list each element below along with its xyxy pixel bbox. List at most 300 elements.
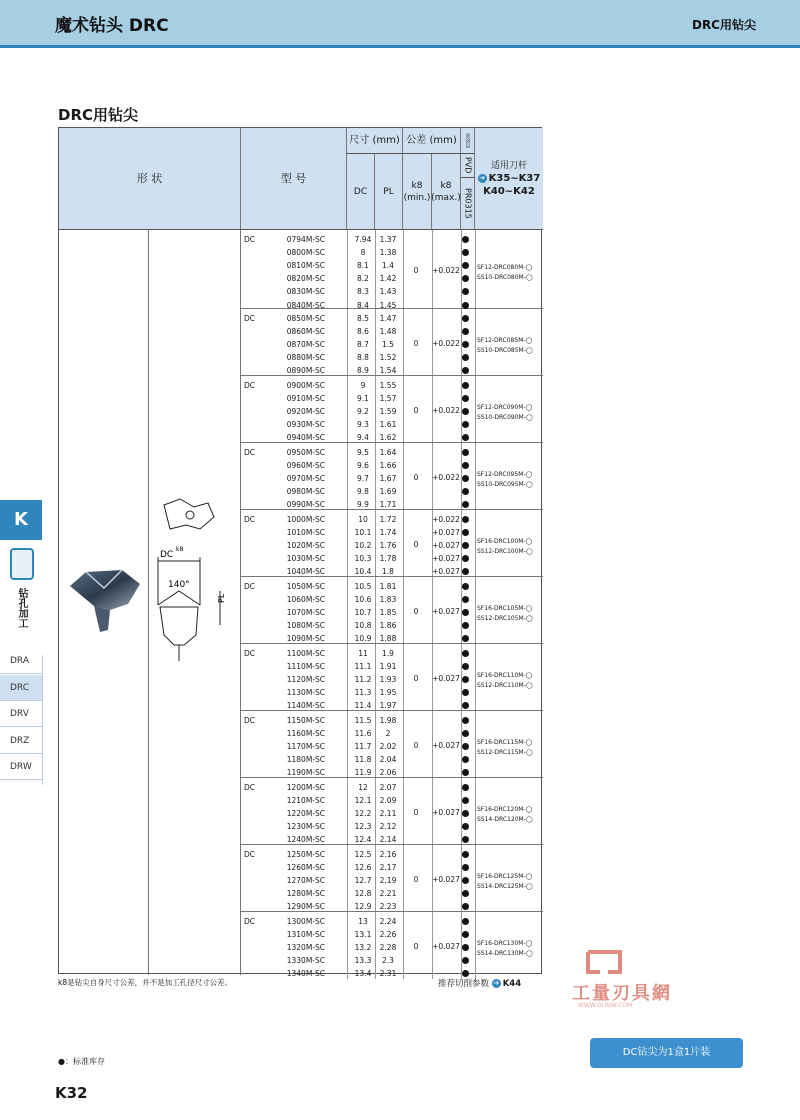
stock-dot-icon [462, 864, 469, 871]
tool-holder-item: SS10-DRC080M-◯ [477, 274, 533, 282]
k8-max-value: +0.022 [432, 266, 460, 276]
model-code: 0990M-SC [286, 500, 325, 510]
model-code: 0980M-SC [286, 487, 325, 497]
pl-value: 2.26 [379, 930, 397, 940]
stock-dot-icon [462, 434, 469, 441]
stock-dot-icon [462, 717, 469, 724]
table-row [241, 379, 543, 392]
tool-holder-item: SF16-DRC110M-◯ [477, 671, 533, 679]
dc-value: 11.3 [354, 688, 372, 698]
pl-value: 1.52 [379, 353, 397, 363]
tool-holder-list [475, 470, 543, 490]
stock-dot-icon [462, 302, 469, 309]
tool-holder-item: SF12-DRC095M-◯ [477, 470, 533, 478]
stock-dot-icon [462, 944, 469, 951]
stock-dot-icon [462, 382, 469, 389]
pl-value: 2.3 [382, 956, 394, 966]
dc-prefix: DC [244, 235, 256, 244]
pl-value: 1.81 [379, 582, 397, 591]
model-code: 1030M-SC [286, 554, 325, 564]
drawing-dc-label: DC [160, 550, 174, 560]
dc-value: 13.2 [354, 943, 372, 953]
stock-dot-icon [462, 408, 469, 415]
model-code: 0800M-SC [286, 248, 325, 258]
header-tool-holder: 适用刀杆 ➔ K35~K37 K40~K42 [475, 128, 543, 230]
pl-value: 1.43 [379, 287, 397, 297]
header-dc: DC [347, 154, 375, 230]
model-code: 1010M-SC [286, 528, 325, 538]
model-code: 1340M-SC [286, 969, 325, 979]
stock-dot-icon [462, 918, 469, 925]
model-code: 1170M-SC [286, 742, 325, 752]
pl-value: 1.78 [379, 554, 397, 564]
stock-dot-icon [462, 488, 469, 495]
pl-value: 2.02 [379, 742, 397, 752]
model-code: 0910M-SC [286, 394, 325, 404]
table-row [241, 915, 543, 928]
pl-value: 1.72 [379, 515, 397, 524]
model-code: 1080M-SC [286, 621, 325, 631]
model-code: 0830M-SC [286, 287, 325, 297]
watermark-url: WWW.GLRJW.COM [578, 1002, 633, 1009]
stock-dot-icon [462, 689, 469, 696]
tool-holder-list [475, 805, 543, 825]
pl-value: 1.71 [379, 500, 397, 510]
dc-value: 10.8 [354, 621, 372, 631]
model-code: 0970M-SC [286, 474, 325, 484]
tool-holder-item: SF16-DRC120M-◯ [477, 805, 533, 813]
product-table [58, 127, 542, 979]
dc-value: 12.5 [354, 850, 372, 859]
pl-value: 1.74 [379, 528, 397, 538]
model-code: 1000M-SC [286, 515, 325, 524]
stock-dot-icon [462, 769, 469, 776]
dc-value: 11.5 [354, 716, 372, 725]
tool-holder-item: SS12-DRC100M-◯ [477, 547, 533, 555]
dc-prefix: DC [244, 783, 256, 792]
table-row [241, 848, 543, 861]
k8-max-value: +0.027 [432, 541, 460, 551]
tool-holder-item: SS10-DRC090M-◯ [477, 413, 533, 421]
pl-value: 2.23 [379, 902, 397, 912]
model-group [241, 778, 543, 845]
dc-value: 11.9 [354, 768, 372, 778]
model-code: 1200M-SC [286, 783, 325, 792]
table-row [241, 513, 543, 526]
pl-value: 1.62 [379, 433, 397, 443]
dc-value: 12.2 [354, 809, 372, 819]
table-row [241, 446, 543, 459]
tool-holder-item: SF16-DRC130M-◯ [477, 939, 533, 947]
model-code: 0794M-SC [286, 235, 325, 244]
stock-legend: ●：标准库存 [58, 1057, 105, 1066]
stock-dot-icon [462, 288, 469, 295]
sidebar-item-drw[interactable]: DRW [0, 754, 42, 780]
stock-dot-icon [462, 784, 469, 791]
table-row [241, 246, 543, 259]
stock-dot-icon [462, 903, 469, 910]
dc-value: 10.2 [354, 541, 372, 551]
dc-value: 12 [358, 783, 368, 792]
pl-value: 2.16 [379, 850, 397, 859]
dc-value: 9.1 [357, 394, 369, 404]
dc-value: 10.6 [354, 595, 372, 605]
pl-value: 1.69 [379, 487, 397, 497]
pl-value: 1.83 [379, 595, 397, 605]
page-number: K32 [55, 1084, 88, 1102]
pl-value: 1.8 [382, 567, 394, 577]
model-code: 0850M-SC [286, 314, 325, 323]
dc-value: 9.6 [357, 461, 369, 471]
k8-max-value: +0.027 [432, 606, 460, 616]
tool-holder-list [475, 263, 543, 283]
stock-dot-icon [462, 730, 469, 737]
dc-value: 8 [360, 248, 366, 258]
model-code: 1330M-SC [286, 956, 325, 966]
tool-holder-item: SS14-DRC125M-◯ [477, 882, 533, 890]
model-code: 1100M-SC [286, 649, 325, 658]
dc-value: 8.1 [357, 261, 369, 271]
pl-value: 2 [385, 729, 391, 739]
model-group [241, 912, 543, 979]
stock-dot-icon [462, 890, 469, 897]
cutting-params-note[interactable]: 推荐切削参数 ➔ K44 [438, 979, 522, 989]
k8-min-value: 0 [413, 673, 419, 683]
dc-value: 10.7 [354, 608, 372, 618]
model-group [241, 443, 543, 510]
stock-dot-icon [462, 583, 469, 590]
dc-value: 8.2 [357, 274, 369, 284]
model-code: 1250M-SC [286, 850, 325, 859]
drill-tip-photo [66, 566, 144, 638]
k8-min-value: 0 [413, 266, 419, 276]
dc-value: 11.8 [354, 755, 372, 765]
pl-value: 2.19 [379, 876, 397, 886]
model-code: 1260M-SC [286, 863, 325, 873]
tool-holder-item: SF16-DRC125M-◯ [477, 872, 533, 880]
dc-value: 7.94 [354, 235, 372, 244]
model-code: 1190M-SC [286, 768, 325, 778]
model-code: 0900M-SC [286, 381, 325, 390]
model-code: 1040M-SC [286, 567, 325, 577]
tool-holder-list [475, 604, 543, 624]
tool-holder-list [475, 738, 543, 758]
stock-dot-icon [462, 462, 469, 469]
dc-value: 11 [358, 649, 368, 658]
stock-dot-icon [462, 341, 469, 348]
sidebar-letter[interactable]: K [0, 500, 42, 540]
table-row [241, 781, 543, 794]
model-code: 1180M-SC [286, 755, 325, 765]
model-code: 0880M-SC [286, 353, 325, 363]
tool-holder-list [475, 403, 543, 423]
model-code: 1300M-SC [286, 917, 325, 926]
model-code: 1210M-SC [286, 796, 325, 806]
k8-min-value: 0 [413, 807, 419, 817]
tool-holder-list [475, 537, 543, 557]
stock-dot-icon [462, 421, 469, 428]
stock-dot-icon [462, 555, 469, 562]
sidebar-item-drz[interactable]: DRZ [0, 728, 42, 754]
dc-value: 9.4 [357, 433, 369, 443]
stock-dot-icon [462, 676, 469, 683]
stock-dot-icon [462, 622, 469, 629]
model-code: 1220M-SC [286, 809, 325, 819]
k8-max-value: +0.027 [432, 807, 460, 817]
tool-holder-item: SF16-DRC115M-◯ [477, 738, 533, 746]
model-code: 0820M-SC [286, 274, 325, 284]
pl-value: 1.98 [379, 716, 397, 725]
model-code: 1280M-SC [286, 889, 325, 899]
pl-value: 1.59 [379, 407, 397, 417]
pl-value: 1.4 [382, 261, 394, 271]
pl-value: 2.14 [379, 835, 397, 845]
tool-holder-list [475, 671, 543, 691]
stock-dot-icon [462, 877, 469, 884]
pl-value: 1.42 [379, 274, 397, 284]
dc-value: 13.4 [354, 969, 372, 979]
pl-value: 2.31 [379, 969, 397, 979]
dc-value: 11.1 [354, 662, 372, 672]
drill-icon [10, 548, 34, 580]
model-code: 1240M-SC [286, 835, 325, 845]
model-code: 1110M-SC [286, 662, 325, 672]
tool-holder-item: SS14-DRC130M-◯ [477, 949, 533, 957]
dc-value: 12.7 [354, 876, 372, 886]
dc-prefix: DC [244, 649, 256, 658]
model-group [241, 711, 543, 778]
dc-prefix: DC [244, 582, 256, 591]
model-code: 1090M-SC [286, 634, 325, 644]
model-group [241, 577, 543, 644]
model-code: 1130M-SC [286, 688, 325, 698]
pl-value: 1.67 [379, 474, 397, 484]
stock-dot-icon [462, 354, 469, 361]
pl-value: 1.48 [379, 327, 397, 337]
model-code: 0860M-SC [286, 327, 325, 337]
k8-max-value: +0.027 [432, 941, 460, 951]
stock-dot-icon [462, 328, 469, 335]
pl-value: 1.9 [382, 649, 394, 658]
k8-min-value: 0 [413, 740, 419, 750]
stock-dot-icon [462, 810, 469, 817]
tool-holder-item: SS10-DRC095M-◯ [477, 480, 533, 488]
pl-value: 2.04 [379, 755, 397, 765]
header-shape: 形 状 [59, 128, 241, 230]
dc-value: 10.1 [354, 528, 372, 538]
model-group [241, 376, 543, 443]
stock-dot-icon [462, 516, 469, 523]
header-title: 魔术钻头 DRC [55, 16, 169, 36]
package-info-button[interactable]: DC钻尖为1盒1片装 [590, 1038, 743, 1068]
pl-value: 2.21 [379, 889, 397, 899]
stock-dot-icon [462, 236, 469, 243]
model-code: 1050M-SC [286, 582, 325, 591]
sidebar-divider [42, 655, 43, 785]
k8-max-value: +0.022 [432, 515, 460, 524]
pl-value: 2.24 [379, 917, 397, 926]
stock-dot-icon [462, 609, 469, 616]
model-code: 0810M-SC [286, 261, 325, 271]
table-row [241, 312, 543, 325]
tool-holder-item: SS10-DRC085M-◯ [477, 346, 533, 354]
dc-value: 9.3 [357, 420, 369, 430]
stock-dot-icon [462, 702, 469, 709]
dc-value: 8.3 [357, 287, 369, 297]
tool-holder-item: SS12-DRC110M-◯ [477, 681, 533, 689]
stock-dot-icon [462, 367, 469, 374]
table-row [241, 285, 543, 298]
tool-holder-item: SF16-DRC100M-◯ [477, 537, 533, 545]
arrow-icon: ➔ [479, 173, 486, 182]
model-code: 0870M-SC [286, 340, 325, 350]
model-group [241, 510, 543, 577]
drill-tip-drawing [150, 495, 236, 665]
pl-value: 1.95 [379, 688, 397, 698]
dc-value: 8.4 [357, 300, 369, 310]
pl-value: 1.85 [379, 608, 397, 618]
dc-value: 11.6 [354, 729, 372, 739]
k8-max-value: +0.022 [432, 338, 460, 348]
model-code: 1160M-SC [286, 729, 325, 739]
model-code: 1120M-SC [286, 675, 325, 685]
sidebar-item-dra[interactable]: DRA [0, 648, 42, 674]
stock-dot-icon [462, 275, 469, 282]
stock-dot-icon [462, 596, 469, 603]
stock-dot-icon [462, 797, 469, 804]
k8-min-value: 0 [413, 472, 419, 482]
table-row [241, 714, 543, 727]
model-group [241, 230, 543, 309]
stock-dot-icon [462, 262, 469, 269]
stock-dot-icon [462, 315, 469, 322]
pl-value: 1.47 [379, 314, 397, 323]
model-code: 0890M-SC [286, 366, 325, 376]
pl-value: 1.54 [379, 366, 397, 376]
dc-prefix: DC [244, 850, 256, 859]
stock-dot-icon [462, 395, 469, 402]
header-section-label: DRC用钻尖 [691, 18, 756, 32]
pl-value: 1.61 [379, 420, 397, 430]
dc-value: 9.7 [357, 474, 369, 484]
dc-value: 11.2 [354, 675, 372, 685]
model-code: 1230M-SC [286, 822, 325, 832]
model-code: 1020M-SC [286, 541, 325, 551]
pl-value: 2.09 [379, 796, 397, 806]
pl-value: 1.57 [379, 394, 397, 404]
section-title: DRC用钻尖 [58, 106, 139, 124]
drawing-angle-label: 140° [168, 580, 190, 590]
model-code: 1140M-SC [286, 701, 325, 711]
dc-value: 10.4 [354, 567, 372, 577]
stock-dot-icon [462, 635, 469, 642]
pl-value: 2.07 [379, 783, 397, 792]
model-code: 1290M-SC [286, 902, 325, 912]
dc-value: 9.8 [357, 487, 369, 497]
dc-value: 8.9 [357, 366, 369, 376]
model-code: 0960M-SC [286, 461, 325, 471]
dc-value: 12.9 [354, 902, 372, 912]
stock-dot-icon [462, 449, 469, 456]
pl-value: 1.45 [379, 300, 397, 310]
dc-prefix: DC [244, 716, 256, 725]
pl-value: 2.28 [379, 943, 397, 953]
dc-value: 10 [358, 515, 368, 524]
model-code: 1070M-SC [286, 608, 325, 618]
stock-dot-icon [462, 249, 469, 256]
k8-max-value: +0.027 [432, 528, 460, 538]
dc-value: 12.6 [354, 863, 372, 873]
dc-value: 8.8 [357, 353, 369, 363]
dc-value: 12.8 [354, 889, 372, 899]
stock-dot-icon [462, 663, 469, 670]
pl-value: 1.66 [379, 461, 397, 471]
dc-value: 11.7 [354, 742, 372, 752]
stock-dot-icon [462, 851, 469, 858]
dc-prefix: DC [244, 917, 256, 926]
tool-holder-list [475, 939, 543, 959]
pl-value: 1.5 [382, 340, 394, 350]
header-k8-min: k8 (min.) [403, 154, 432, 230]
header-pvd: PVD [461, 154, 475, 178]
k8-max-value: +0.022 [432, 405, 460, 415]
stock-dot-icon [462, 501, 469, 508]
k8-min-value: 0 [413, 941, 419, 951]
page-header [0, 0, 800, 48]
stock-dot-icon [462, 756, 469, 763]
header-tolerance: 公差 (mm) [403, 128, 461, 154]
arrow-icon: ➔ [493, 979, 500, 987]
model-code: 0950M-SC [286, 448, 325, 457]
pl-value: 1.55 [379, 381, 397, 390]
tool-holder-item: SF12-DRC080M-◯ [477, 264, 533, 272]
pl-value: 1.64 [379, 448, 397, 457]
table-row [241, 233, 543, 246]
model-code: 0930M-SC [286, 420, 325, 430]
stock-dot-icon [462, 475, 469, 482]
model-code: 1310M-SC [286, 930, 325, 940]
header-model: 型 号 [241, 128, 347, 230]
model-code: 0920M-SC [286, 407, 325, 417]
sidebar-item-drv[interactable]: DRV [0, 701, 42, 727]
stock-dot-icon [462, 529, 469, 536]
dc-value: 8.7 [357, 340, 369, 350]
pl-value: 1.91 [379, 662, 397, 672]
header-k8-max: k8 (max.) [432, 154, 461, 230]
model-group [241, 309, 543, 376]
dc-prefix: DC [244, 448, 256, 457]
tool-holder-item: SS14-DRC120M-◯ [477, 815, 533, 823]
pl-value: 1.38 [379, 248, 397, 258]
model-code: 0940M-SC [286, 433, 325, 443]
model-code: 0840M-SC [286, 300, 325, 310]
model-code: 1150M-SC [286, 716, 325, 725]
dc-prefix: DC [244, 314, 256, 323]
model-code: 1270M-SC [286, 876, 325, 886]
table-row [241, 580, 543, 593]
pl-value: 2.06 [379, 768, 397, 778]
pl-value: 1.76 [379, 541, 397, 551]
header-dims: 尺寸 (mm) [347, 128, 403, 154]
stock-dot-icon [462, 542, 469, 549]
table-row [241, 647, 543, 660]
k8-min-value: 0 [413, 539, 419, 549]
pl-value: 1.88 [379, 634, 397, 644]
drawing-dc-superscript: k8 [176, 546, 184, 553]
model-code: 1060M-SC [286, 595, 325, 605]
stock-dot-icon [462, 568, 469, 575]
sidebar-item-drc[interactable]: DRC [0, 675, 42, 701]
